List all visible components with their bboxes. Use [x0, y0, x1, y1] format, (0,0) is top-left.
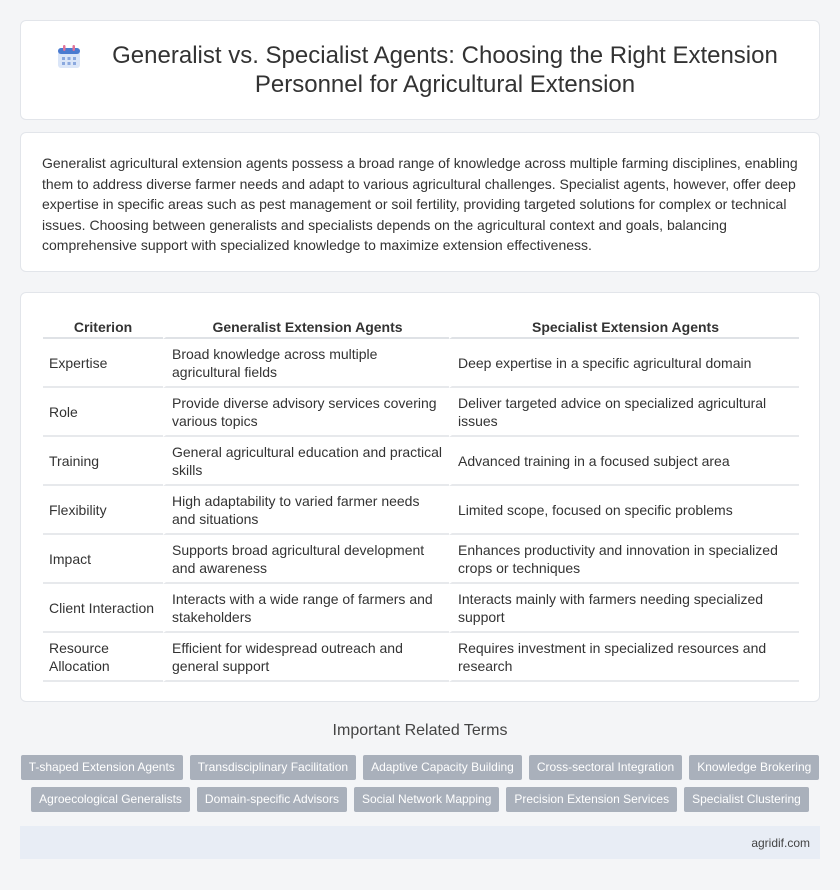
criterion-cell: Training [43, 437, 163, 486]
tag-social-network-mapping[interactable]: Social Network Mapping [354, 787, 499, 812]
criterion-cell: Expertise [43, 339, 163, 388]
header-specialist: Specialist Extension Agents [449, 313, 799, 339]
table-row [43, 437, 799, 486]
footer-site-link[interactable]: agridif.com [751, 835, 810, 850]
related-terms-tags [20, 755, 820, 812]
generalist-cell: High adaptability to varied farmer needs and situations [163, 486, 449, 535]
table-row [43, 584, 799, 633]
specialist-cell: Deep expertise in a specific agricultural domain [449, 339, 799, 388]
specialist-cell: Interacts mainly with farmers needing specialized support [449, 584, 799, 633]
tag-precision-extension-services[interactable]: Precision Extension Services [506, 787, 677, 812]
table-header-row [43, 313, 799, 339]
generalist-cell: Provide diverse advisory services covering various topics [163, 388, 449, 437]
table-row [43, 535, 799, 584]
generalist-cell: Supports broad agricultural development and awareness [163, 535, 449, 584]
specialist-cell: Deliver targeted advice on specialized agricultural issues [449, 388, 799, 437]
tag-specialist-clustering[interactable]: Specialist Clustering [684, 787, 809, 812]
tag-knowledge-brokering[interactable]: Knowledge Brokering [689, 755, 819, 780]
table-row [43, 486, 799, 535]
specialist-cell: Limited scope, focused on specific problems [449, 486, 799, 535]
header-criterion: Criterion [43, 313, 163, 339]
generalist-cell: Efficient for widespread outreach and general support [163, 633, 449, 682]
specialist-cell: Enhances productivity and innovation in specialized crops or techniques [449, 535, 799, 584]
related-terms-title: Important Related Terms [332, 722, 508, 739]
criterion-cell: Resource Allocation [43, 633, 163, 682]
footer [20, 826, 820, 859]
intro-card [20, 132, 820, 272]
calendar-icon [55, 43, 83, 71]
page-title: Generalist vs. Specialist Agents: Choosing the Right Extension Personnel for Agricultural Extension [112, 42, 778, 98]
tag-transdisciplinary-facilitation[interactable]: Transdisciplinary Facilitation [190, 755, 356, 780]
tag-cross-sectoral-integration[interactable]: Cross-sectoral Integration [529, 755, 682, 780]
specialist-cell: Requires investment in specialized resources and research [449, 633, 799, 682]
criterion-cell: Impact [43, 535, 163, 584]
tag-adaptive-capacity-building[interactable]: Adaptive Capacity Building [363, 755, 522, 780]
table-row [43, 388, 799, 437]
criterion-cell: Client Interaction [43, 584, 163, 633]
generalist-cell: General agricultural education and practical skills [163, 437, 449, 486]
comparison-table [43, 313, 799, 682]
table-row [43, 633, 799, 682]
specialist-cell: Advanced training in a focused subject area [449, 437, 799, 486]
generalist-cell: Interacts with a wide range of farmers and stakeholders [163, 584, 449, 633]
criterion-cell: Flexibility [43, 486, 163, 535]
tag-domain-specific-advisors[interactable]: Domain-specific Advisors [197, 787, 347, 812]
header-card [20, 20, 820, 120]
intro-paragraph: Generalist agricultural extension agents possess a broad range of knowledge across multiple farming disciplines, enabling them to address diverse farmer needs and adapt to various agricultural challenges. Specialist agents, however, offer deep expertise in specific areas such as pest management or soil fertility, providing targeted solutions for complex or technical issues. Choosing between generalists and specialists depends on the agricultural context and goals, balancing comprehensive support with specialized knowledge to maximize extension effectiveness. [42, 155, 798, 253]
header-inner [55, 41, 785, 99]
comparison-table-card [20, 292, 820, 702]
tag-t-shaped-extension-agents[interactable]: T-shaped Extension Agents [21, 755, 183, 780]
generalist-cell: Broad knowledge across multiple agricultural fields [163, 339, 449, 388]
header-generalist: Generalist Extension Agents [163, 313, 449, 339]
criterion-cell: Role [43, 388, 163, 437]
table-row [43, 339, 799, 388]
tag-agroecological-generalists[interactable]: Agroecological Generalists [31, 787, 190, 812]
